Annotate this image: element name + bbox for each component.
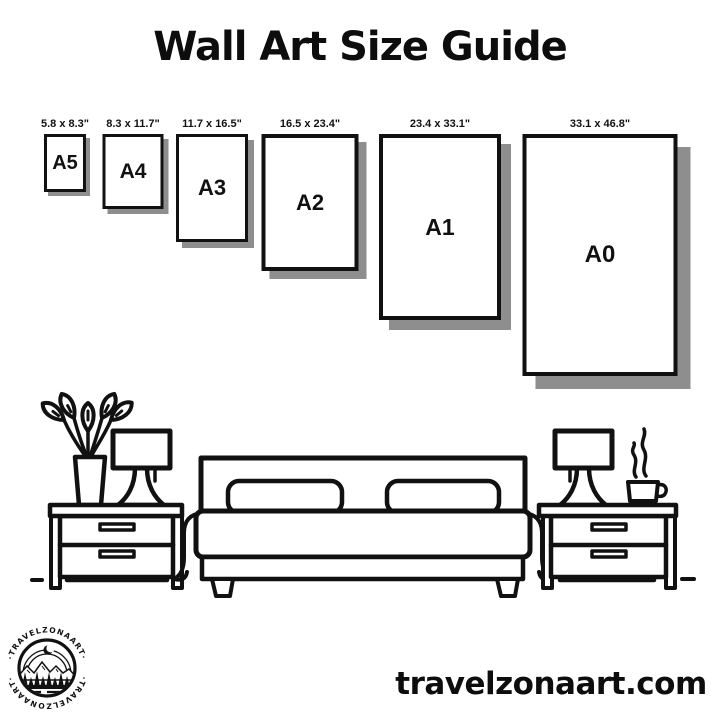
paper-a2-name: A2 — [295, 189, 325, 215]
paper-a5-dimensions: 5.8 x 8.3" — [40, 117, 90, 130]
paper-a3-dimensions: 11.7 x 16.5" — [182, 117, 242, 130]
logo-text-bottom: ·TRAVELZONAART· — [5, 675, 89, 711]
paper-a0-dimensions: 33.1 x 46.8" — [569, 117, 631, 130]
coffee-cup-icon — [618, 429, 666, 505]
paper-a1-dimensions: 23.4 x 33.1" — [409, 117, 471, 130]
logo-text-top: ·TRAVELZONAART· — [5, 625, 89, 661]
double-bed-icon — [174, 458, 552, 596]
brand-logo — [1, 622, 93, 714]
website-url: travelzonaart.com — [395, 666, 707, 702]
paper-a4-dimensions: 8.3 x 11.7" — [106, 117, 160, 130]
page-title: Wall Art Size Guide — [153, 24, 567, 70]
table-lamp-left-icon — [113, 431, 170, 505]
logo-ground — [13, 685, 81, 689]
nightstand-right-icon — [539, 505, 676, 588]
table-lamp-right-icon — [555, 431, 612, 505]
paper-a4-name: A4 — [119, 159, 147, 183]
paper-a3-name: A3 — [197, 175, 227, 200]
paper-a5-name: A5 — [52, 151, 78, 174]
paper-a2-dimensions: 16.5 x 23.4" — [279, 117, 341, 130]
nightstand-left-icon — [50, 505, 182, 588]
paper-a0-name: A0 — [584, 241, 616, 268]
paper-a1-name: A1 — [425, 213, 455, 240]
